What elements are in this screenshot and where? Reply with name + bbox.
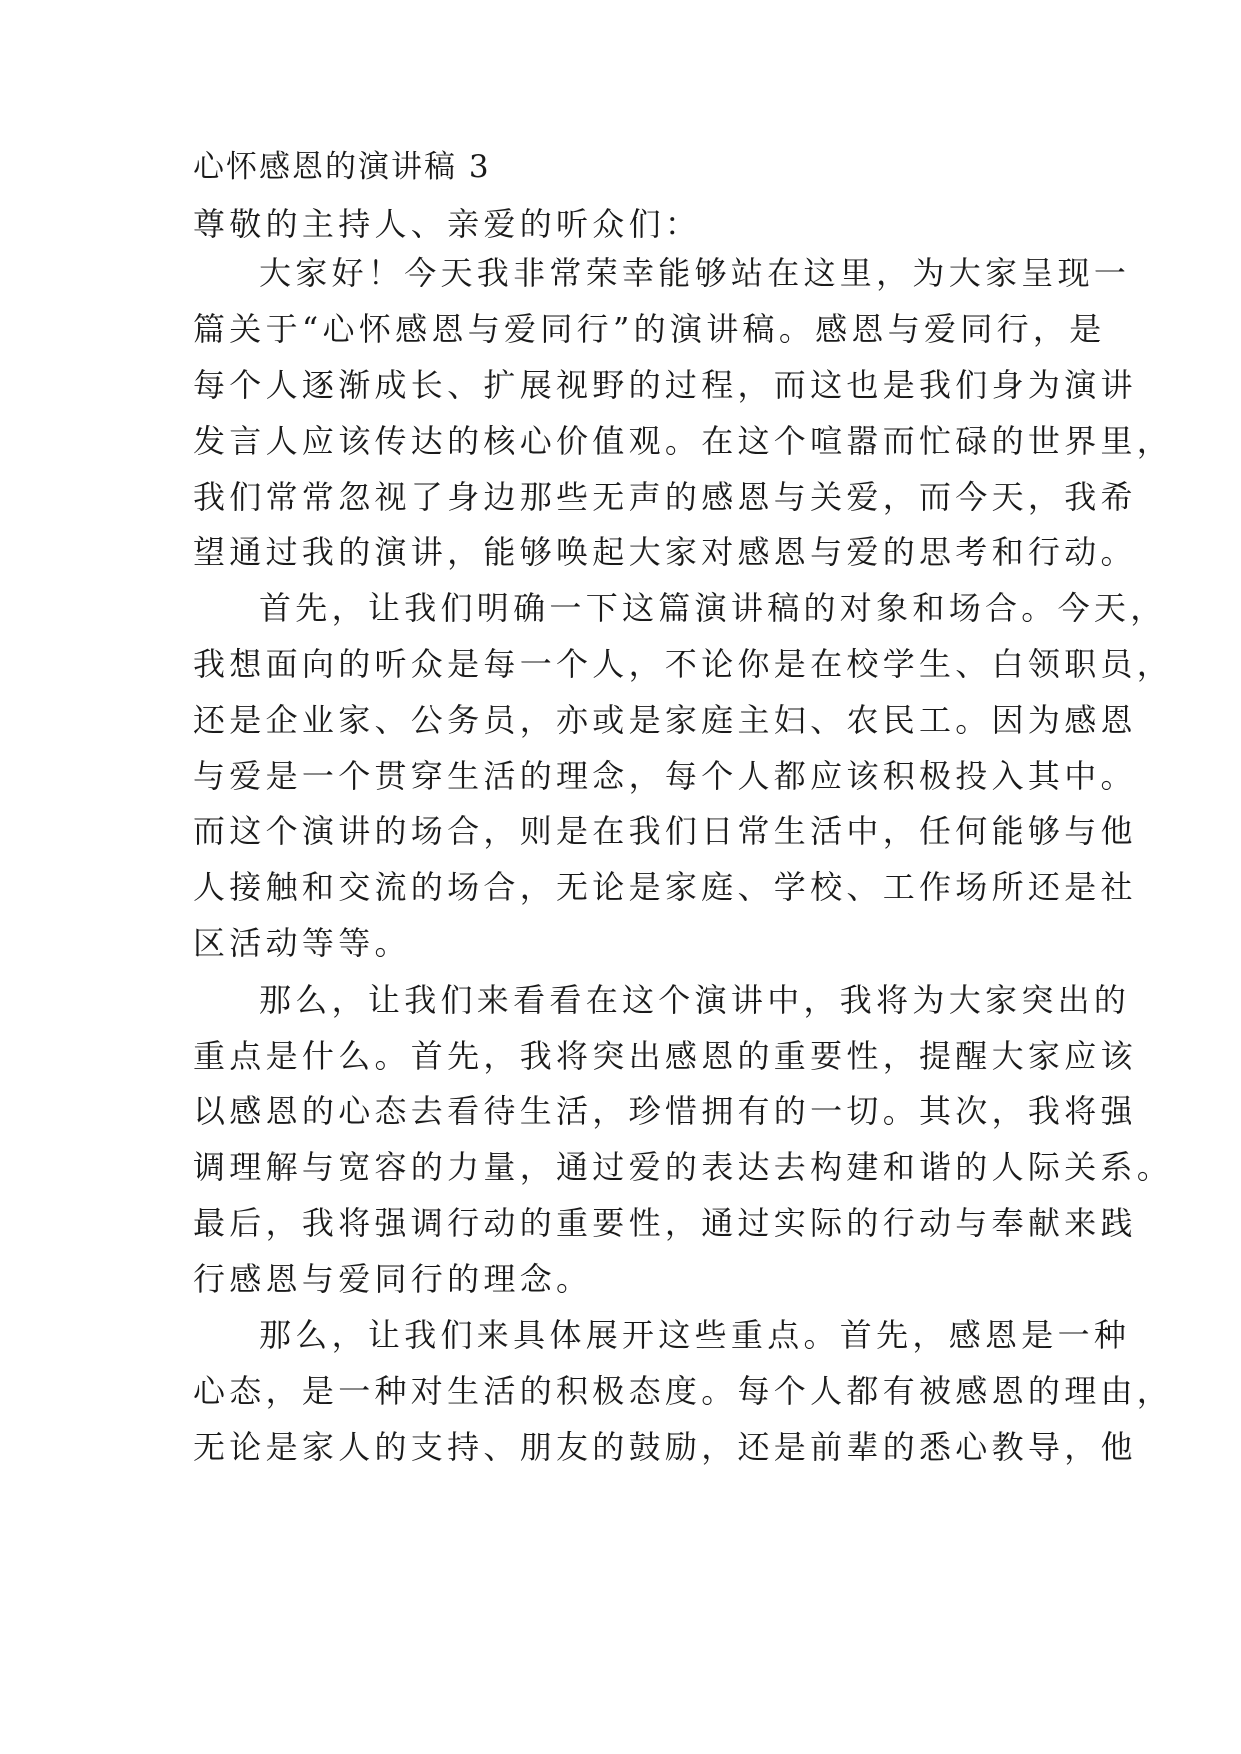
paragraph-line: 我们常常忽视了身边那些无声的感恩与关爱，而今天，我希: [193, 478, 1137, 516]
paragraph-line: 心态，是一种对生活的积极态度。每个人都有被感恩的理由，: [193, 1372, 1174, 1410]
paragraph-line: 首先，让我们明确一下这篇演讲稿的对象和场合。今天，: [259, 589, 1167, 627]
paragraph-line: 那么，让我们来看看在这个演讲中，我将为大家突出的: [259, 981, 1131, 1019]
document-title: 心怀感恩的演讲稿 3: [193, 149, 491, 185]
salutation: 尊敬的主持人、亲爱的听众们：: [193, 205, 702, 243]
paragraph-line: 那么，让我们来具体展开这些重点。首先，感恩是一种: [259, 1316, 1131, 1354]
paragraph-line: 人接触和交流的场合，无论是家庭、学校、工作场所还是社: [193, 868, 1137, 906]
paragraph-line: 行感恩与爱同行的理念。: [193, 1260, 593, 1298]
paragraph-line: 无论是家人的支持、朋友的鼓励，还是前辈的悉心教导，他: [193, 1428, 1137, 1466]
paragraph-line: 重点是什么。首先，我将突出感恩的重要性，提醒大家应该: [193, 1037, 1137, 1075]
paragraph-line: 我想面向的听众是每一个人，不论你是在校学生、白领职员，: [193, 645, 1174, 683]
paragraph-line: 还是企业家、公务员，亦或是家庭主妇、农民工。因为感恩: [193, 701, 1137, 739]
paragraph-line: 望通过我的演讲，能够唤起大家对感恩与爱的思考和行动。: [193, 533, 1137, 571]
paragraph-line: 大家好！今天我非常荣幸能够站在这里，为大家呈现一: [259, 254, 1131, 292]
paragraph-line: 与爱是一个贯穿生活的理念，每个人都应该积极投入其中。: [193, 757, 1137, 795]
paragraph-line: 而这个演讲的场合，则是在我们日常生活中，任何能够与他: [193, 812, 1137, 850]
paragraph-line: 调理解与宽容的力量，通过爱的表达去构建和谐的人际关系。: [193, 1148, 1174, 1186]
paragraph-line: 篇关于“心怀感恩与爱同行”的演讲稿。感恩与爱同行，是: [193, 310, 1106, 348]
paragraph-line: 发言人应该传达的核心价值观。在这个喧嚣而忙碌的世界里，: [193, 422, 1174, 460]
paragraph-line: 以感恩的心态去看待生活，珍惜拥有的一切。其次，我将强: [193, 1092, 1137, 1130]
paragraph-line: 每个人逐渐成长、扩展视野的过程，而这也是我们身为演讲: [193, 366, 1137, 404]
paragraph-line: 最后，我将强调行动的重要性，通过实际的行动与奉献来践: [193, 1204, 1137, 1242]
paragraph-line: 区活动等等。: [193, 924, 411, 962]
